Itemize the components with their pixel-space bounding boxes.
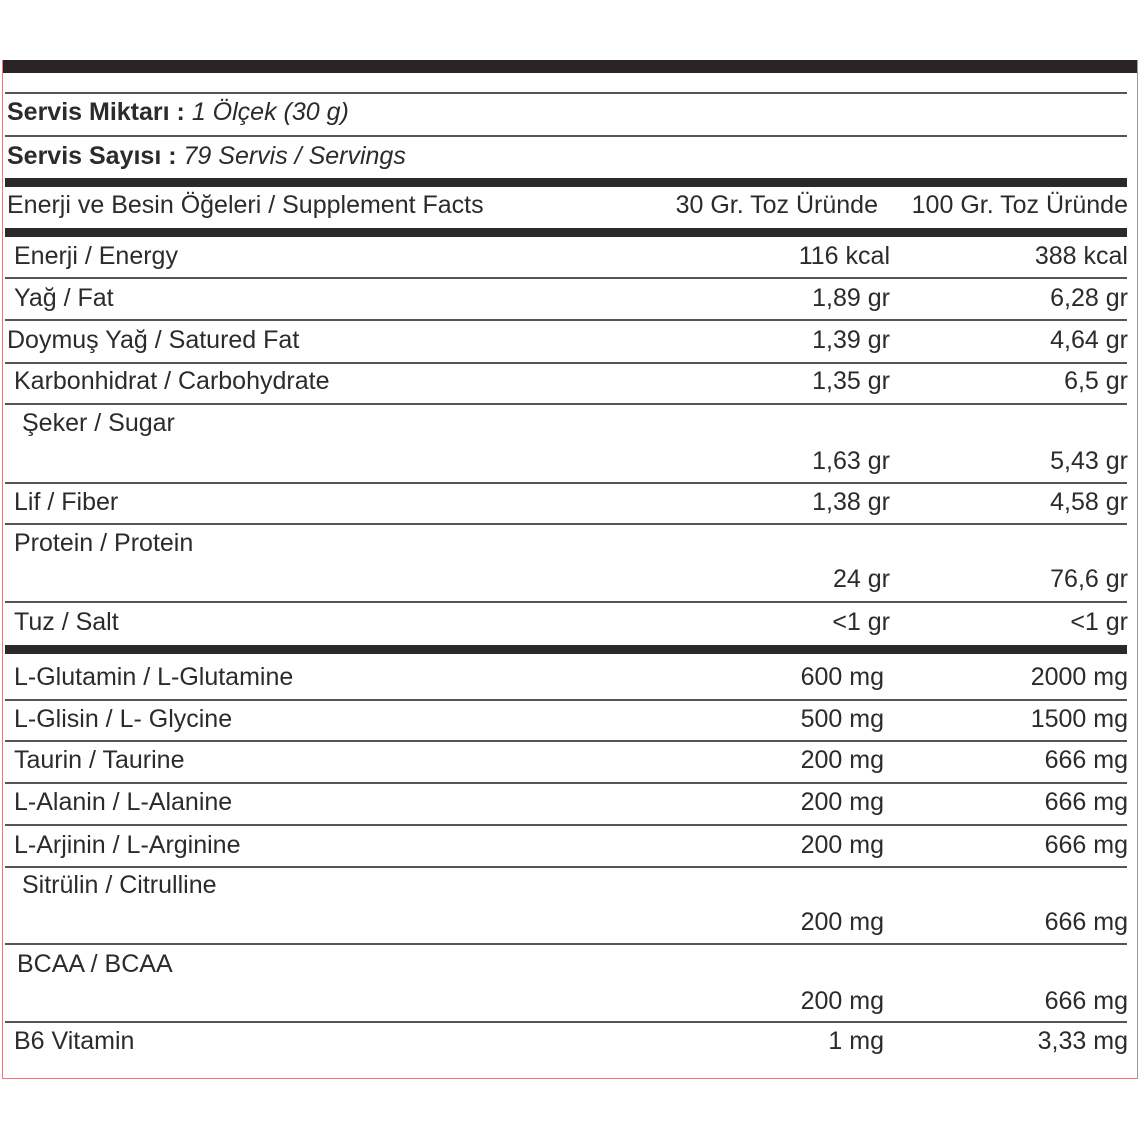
nutrient-name: Enerji / Energy <box>14 242 178 270</box>
amino-value-100g: 3,33 mg <box>1037 1027 1128 1055</box>
amino-value-100g: 666 mg <box>1044 831 1128 859</box>
amino-name: L-Arjinin / L-Arginine <box>14 831 241 859</box>
nutrient-value-100g: 4,64 gr <box>1050 326 1128 354</box>
serving-size-value: 1 Ölçek (30 g) <box>191 98 349 126</box>
amino-value-100g: 2000 mg <box>1030 663 1128 691</box>
serving-size <box>7 97 349 127</box>
header-nutrient: Enerji ve Besin Öğeleri / Supplement Facts <box>7 191 484 219</box>
divider <box>5 824 1127 826</box>
nutrient-value-30g: <1 gr <box>832 608 890 636</box>
divider <box>5 943 1127 945</box>
nutrient-name: Tuz / Salt <box>14 608 119 636</box>
amino-value-30g: 500 mg <box>800 705 884 733</box>
amino-name: L-Glisin / L- Glycine <box>14 705 233 733</box>
divider <box>5 782 1127 784</box>
divider <box>5 92 1127 94</box>
nutrient-name: Karbonhidrat / Carbohydrate <box>14 367 330 395</box>
divider <box>5 362 1127 364</box>
nutrient-value-30g: 24 gr <box>833 565 890 593</box>
header-30g: 30 Gr. Toz Üründe <box>675 191 878 219</box>
table-top-bar <box>3 60 1137 73</box>
divider <box>5 740 1127 742</box>
nutrient-name: Lif / Fiber <box>14 488 119 516</box>
divider <box>5 277 1127 279</box>
serving-count <box>7 141 406 171</box>
amino-value-100g: 666 mg <box>1044 987 1128 1015</box>
nutrient-value-100g: 5,43 gr <box>1050 447 1128 475</box>
amino-name: Taurin / Taurine <box>14 746 185 774</box>
nutrient-value-30g: 1,35 gr <box>812 367 890 395</box>
amino-value-100g: 666 mg <box>1044 788 1128 816</box>
divider <box>5 523 1127 525</box>
divider <box>5 319 1127 321</box>
divider <box>5 403 1127 405</box>
amino-name: Sitrülin / Citrulline <box>22 871 217 899</box>
serving-count-value: 79 Servis / Servings <box>183 142 406 170</box>
amino-value-100g: 666 mg <box>1044 908 1128 936</box>
amino-value-30g: 200 mg <box>800 987 884 1015</box>
nutrient-name: Protein / Protein <box>14 529 194 557</box>
amino-value-30g: 200 mg <box>800 831 884 859</box>
nutrient-value-100g: 6,28 gr <box>1050 284 1128 312</box>
amino-name: B6 Vitamin <box>14 1027 135 1055</box>
amino-name: L-Glutamin / L-Glutamine <box>14 663 294 691</box>
amino-value-100g: 666 mg <box>1044 746 1128 774</box>
nutrient-name: Yağ / Fat <box>14 284 114 312</box>
divider <box>5 135 1127 137</box>
amino-value-30g: 200 mg <box>800 746 884 774</box>
nutrient-name: Şeker / Sugar <box>22 409 175 437</box>
serving-count-label: Servis Sayısı : <box>7 142 177 170</box>
nutrient-value-100g: 6,5 gr <box>1064 367 1128 395</box>
divider <box>5 866 1127 868</box>
divider-thick <box>5 228 1127 237</box>
nutrient-value-30g: 1,63 gr <box>812 447 890 475</box>
nutrient-value-30g: 1,89 gr <box>812 284 890 312</box>
nutrient-value-100g: <1 gr <box>1070 608 1128 636</box>
nutrient-value-100g: 4,58 gr <box>1050 488 1128 516</box>
amino-value-30g: 200 mg <box>800 788 884 816</box>
amino-value-30g: 600 mg <box>800 663 884 691</box>
divider <box>5 601 1127 603</box>
nutrient-value-30g: 116 kcal <box>798 242 890 270</box>
header-100g: 100 Gr. Toz Üründe <box>911 191 1128 219</box>
divider-thick <box>5 645 1127 654</box>
amino-value-30g: 1 mg <box>828 1027 884 1055</box>
nutrient-value-30g: 1,39 gr <box>812 326 890 354</box>
amino-value-100g: 1500 mg <box>1030 705 1128 733</box>
nutrient-value-100g: 76,6 gr <box>1050 565 1128 593</box>
serving-size-label: Servis Miktarı : <box>7 98 185 126</box>
divider-thick <box>5 178 1127 187</box>
nutrient-name: Doymuş Yağ / Satured Fat <box>7 326 300 354</box>
amino-name: BCAA / BCAA <box>17 950 173 978</box>
nutrient-value-30g: 1,38 gr <box>812 488 890 516</box>
divider <box>5 1021 1127 1023</box>
amino-value-30g: 200 mg <box>800 908 884 936</box>
nutrient-value-100g: 388 kcal <box>1034 242 1128 270</box>
divider <box>5 699 1127 701</box>
divider <box>5 482 1127 484</box>
amino-name: L-Alanin / L-Alanine <box>14 788 233 816</box>
